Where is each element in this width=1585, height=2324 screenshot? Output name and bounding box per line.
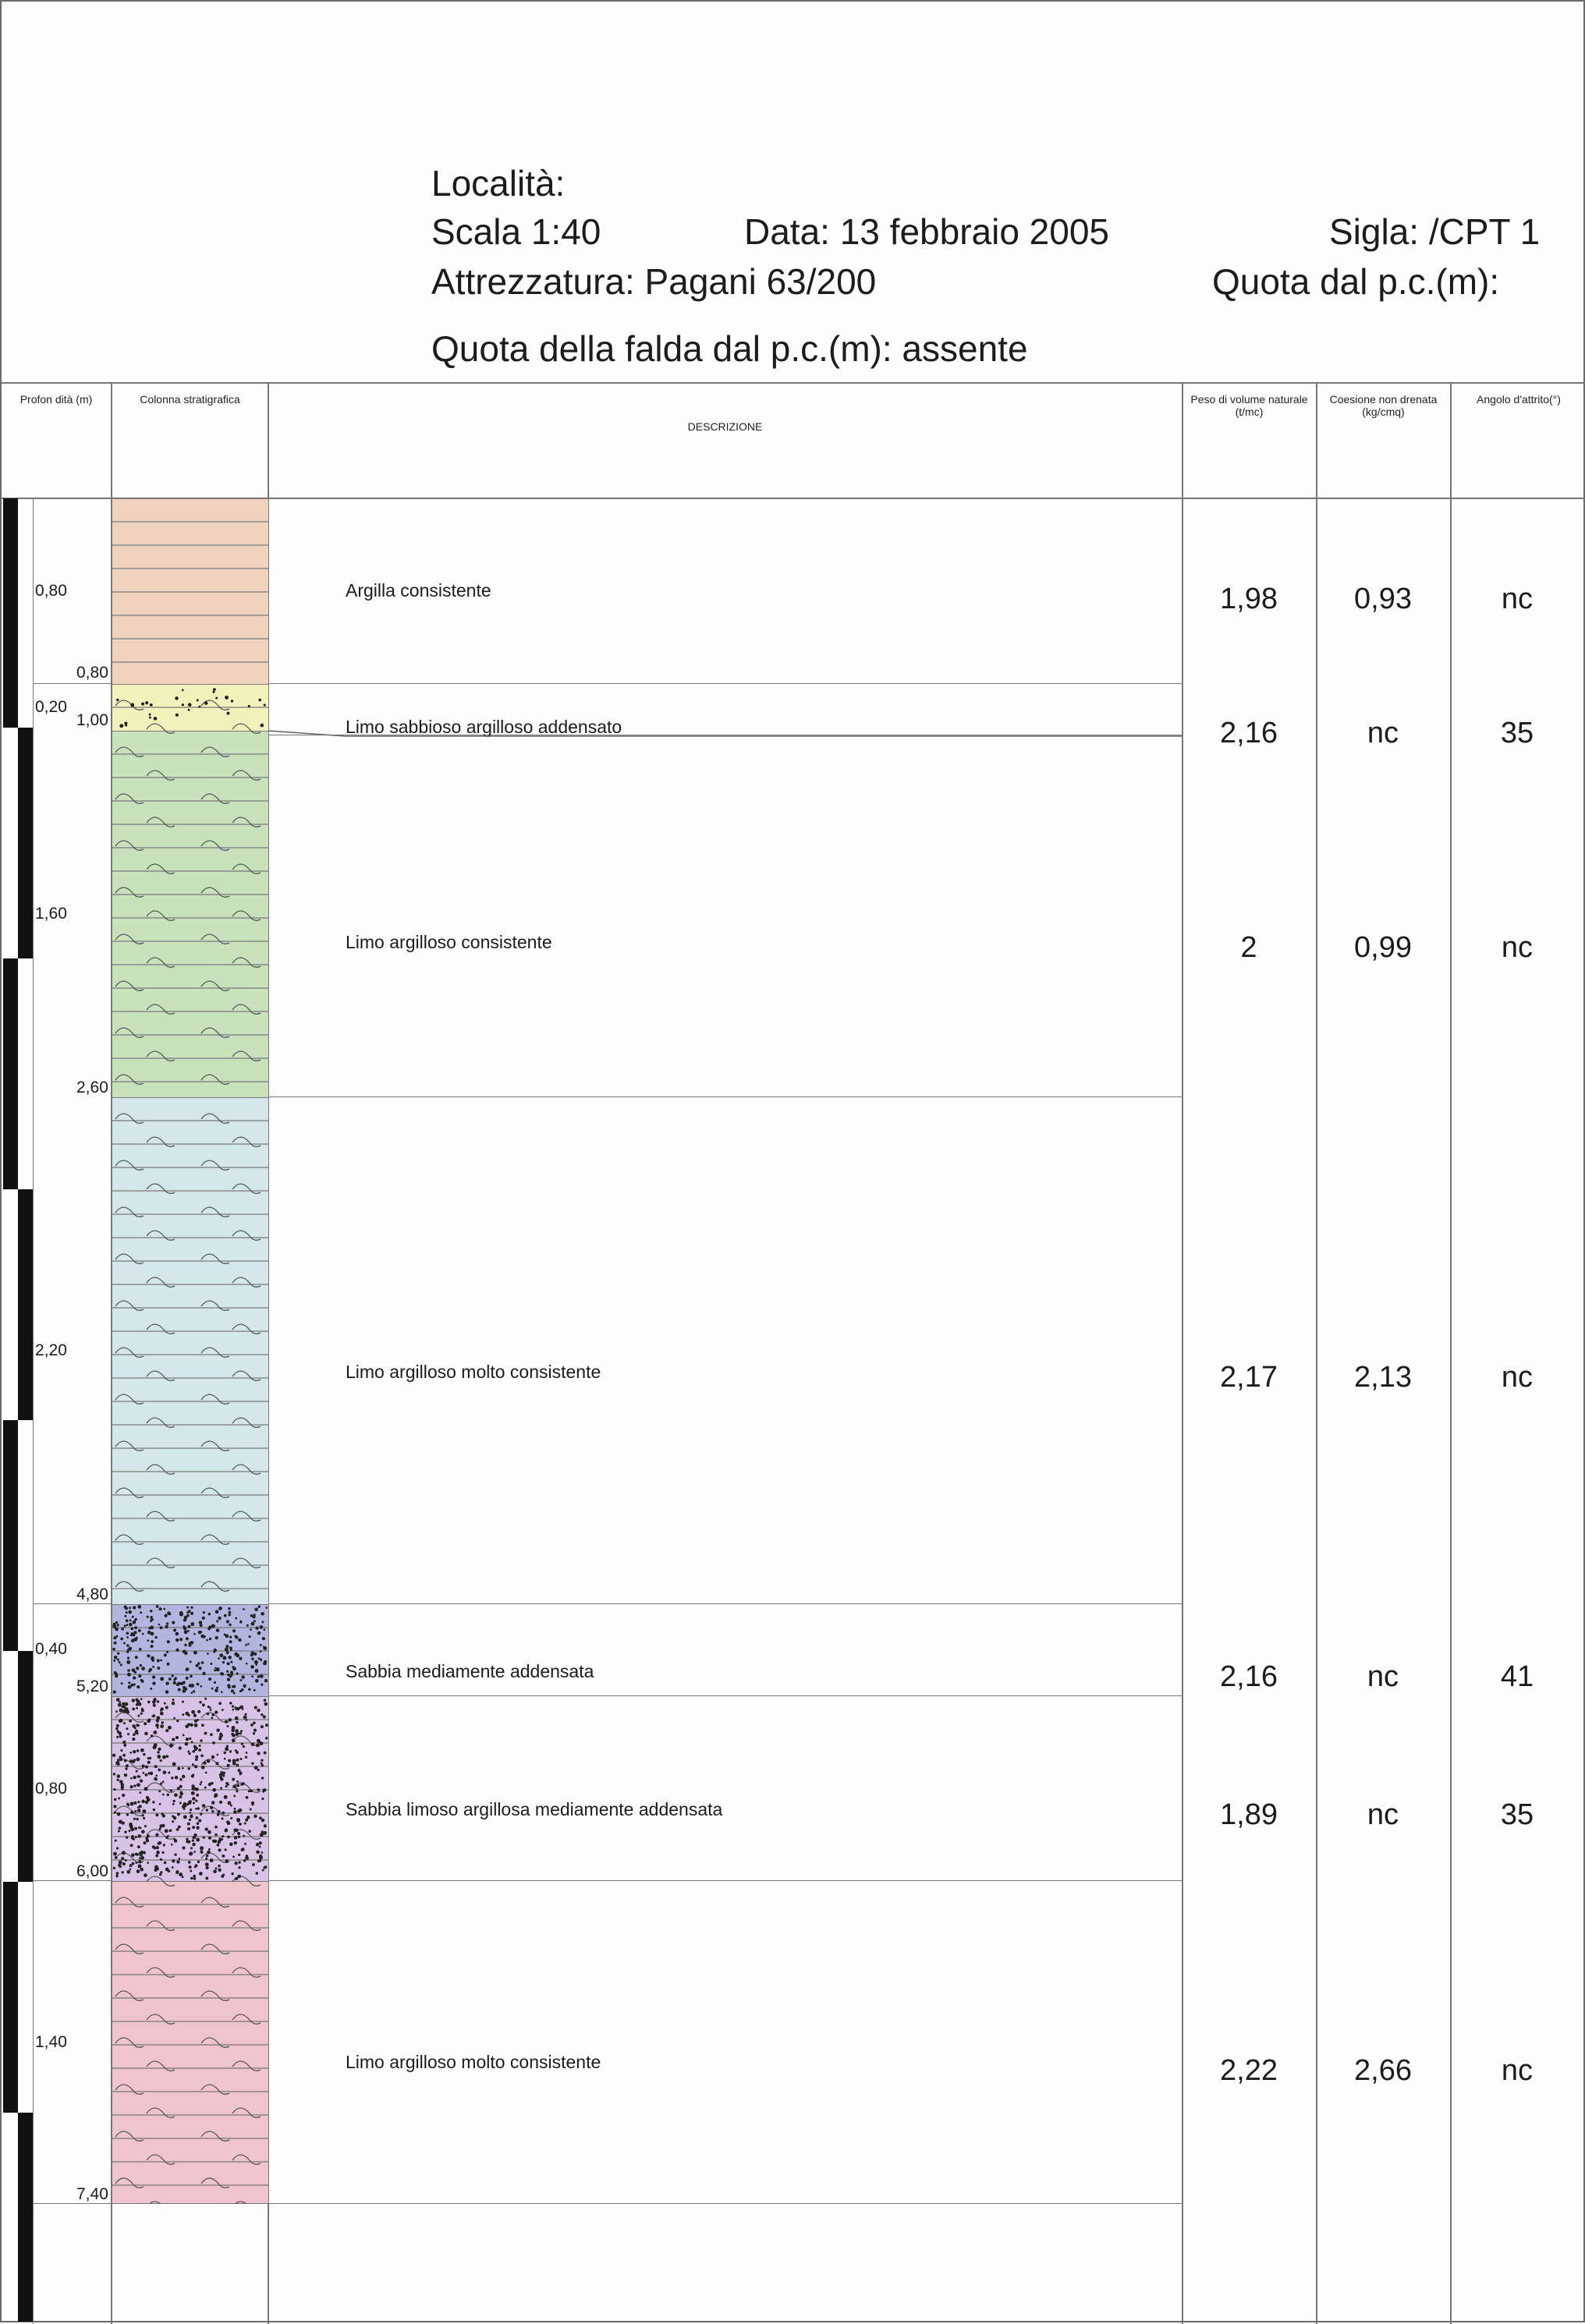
col-head-unit-weight-unit: (t/mc) — [1235, 406, 1264, 419]
scale-segment-5 — [3, 1420, 18, 1651]
col-head-cohesion — [1317, 393, 1450, 418]
layer-5-thickness: 0,40 — [35, 1640, 67, 1658]
layer-3-column — [112, 731, 268, 1097]
layer-5-column — [112, 1604, 268, 1696]
layer-3-bottom-depth: 2,60 — [76, 1079, 108, 1096]
col-head-friction-angle: Angolo d'attrito(°) — [1477, 393, 1561, 406]
layer-2-column — [112, 684, 268, 731]
layer-boundary-1 — [268, 683, 1182, 684]
scale-segment-6 — [18, 1651, 33, 1882]
col-head-description: DESCRIZIONE — [687, 420, 763, 433]
layer-boundary-6 — [268, 1880, 1182, 1881]
layer-1-column — [112, 498, 268, 684]
col-divider-3 — [1182, 382, 1183, 2324]
layer-6-cohesion: nc — [1367, 1798, 1399, 1831]
sigla-label: Sigla: /CPT 1 — [1329, 211, 1541, 252]
col-head-cohesion-unit: (kg/cmq) — [1362, 406, 1405, 419]
layer-6-description: Sabbia limoso argillosa mediamente addensata — [346, 1799, 723, 1819]
layer-7-friction-angle: nc — [1501, 2054, 1534, 2087]
layer-6-unit-weight: 1,89 — [1220, 1798, 1278, 1831]
scale-segment-3 — [3, 958, 18, 1189]
date-label: Data: 13 febbraio 2005 — [744, 211, 1110, 252]
layer-6-column — [112, 1696, 268, 1881]
layer-4-thickness: 2,20 — [35, 1341, 67, 1359]
layer-6-bottom-depth: 6,00 — [76, 1862, 108, 1880]
scale-segment-8 — [18, 2113, 33, 2322]
layer-2-bottom-depth: 1,00 — [76, 711, 108, 729]
layer-3-friction-angle: nc — [1501, 931, 1534, 964]
scale-segment-7 — [3, 1882, 18, 2113]
scale-segment-4 — [18, 1189, 33, 1420]
scale-segment-2 — [18, 728, 33, 958]
layer-1-thickness: 0,80 — [35, 582, 67, 600]
scale-segment-1 — [3, 498, 18, 728]
layer-2-cohesion: nc — [1367, 717, 1399, 749]
layer-7-description: Limo argilloso molto consistente — [346, 2052, 601, 2072]
layer-3-cohesion: 0,99 — [1354, 931, 1412, 964]
layer-1-friction-angle: nc — [1501, 583, 1534, 615]
layer-6-friction-angle: 35 — [1500, 1798, 1534, 1831]
water-table-label: Quota della falda dal p.c.(m): assente — [431, 328, 1028, 369]
layer-5-unit-weight: 2,16 — [1220, 1660, 1278, 1693]
layer-7-column — [112, 1881, 268, 2204]
layer-4-bottom-depth: 4,80 — [76, 1585, 108, 1603]
layer-1-unit-weight: 1,98 — [1220, 583, 1278, 615]
layer-7-bottom-depth: 7,40 — [76, 2185, 108, 2203]
layer-7-unit-weight: 2,22 — [1220, 2054, 1278, 2087]
layer-2-unit-weight: 2,16 — [1220, 717, 1278, 749]
col-divider-4 — [1316, 382, 1317, 2324]
scale-bar-edge — [33, 498, 34, 2324]
layer-7-thickness: 1,40 — [35, 2033, 67, 2051]
elevation-label: Quota dal p.c.(m): — [1212, 261, 1500, 302]
layer-boundary-4 — [268, 1603, 1182, 1604]
col-head-stratigraphy: Colonna stratigrafica — [140, 393, 240, 406]
layer-2-description: Limo sabbioso argilloso addensato — [346, 717, 622, 737]
col-head-cohesion-label: Coesione non drenata — [1329, 393, 1438, 406]
layer-4-unit-weight: 2,17 — [1220, 1361, 1278, 1394]
depth-tick-1 — [33, 683, 111, 684]
layer-4-description: Limo argilloso molto consistente — [346, 1362, 601, 1382]
layer-5-cohesion: nc — [1367, 1660, 1399, 1693]
col-head-depth: Profon dità (m) — [20, 393, 93, 406]
layer-1-description: Argilla consistente — [346, 580, 491, 600]
col-divider-5 — [1450, 382, 1452, 2324]
layer-4-cohesion: 2,13 — [1354, 1361, 1412, 1394]
layer-1-cohesion: 0,93 — [1354, 583, 1412, 615]
layer-boundary-5 — [268, 1695, 1182, 1696]
layer-boundary-3 — [268, 1096, 1182, 1097]
layer-5-friction-angle: 41 — [1500, 1660, 1534, 1693]
layer-5-bottom-depth: 5,20 — [76, 1677, 108, 1695]
scale-label: Scala 1:40 — [431, 211, 601, 252]
col-head-unit-weight-label: Peso di volume naturale — [1190, 393, 1308, 406]
layer-2-thickness: 0,20 — [35, 698, 67, 716]
layer-3-unit-weight: 2 — [1240, 931, 1257, 964]
layer-7-cohesion: 2,66 — [1354, 2054, 1412, 2087]
equipment-label: Attrezzatura: Pagani 63/200 — [431, 261, 877, 302]
layer-4-friction-angle: nc — [1501, 1361, 1534, 1394]
layer-4-column — [112, 1097, 268, 1604]
layer-5-description: Sabbia mediamente addensata — [346, 1661, 594, 1681]
layer-3-thickness: 1,60 — [35, 905, 67, 923]
layer-2-friction-angle: 35 — [1500, 717, 1534, 749]
header-divider — [2, 382, 1585, 384]
layer-1-bottom-depth: 0,80 — [76, 664, 108, 682]
layer-boundary-7 — [33, 2203, 1182, 2204]
layer-6-thickness: 0,80 — [35, 1780, 67, 1798]
localita-label: Località: — [431, 163, 566, 204]
col-head-unit-weight — [1183, 393, 1316, 418]
layer-3-description: Limo argilloso consistente — [346, 932, 552, 952]
